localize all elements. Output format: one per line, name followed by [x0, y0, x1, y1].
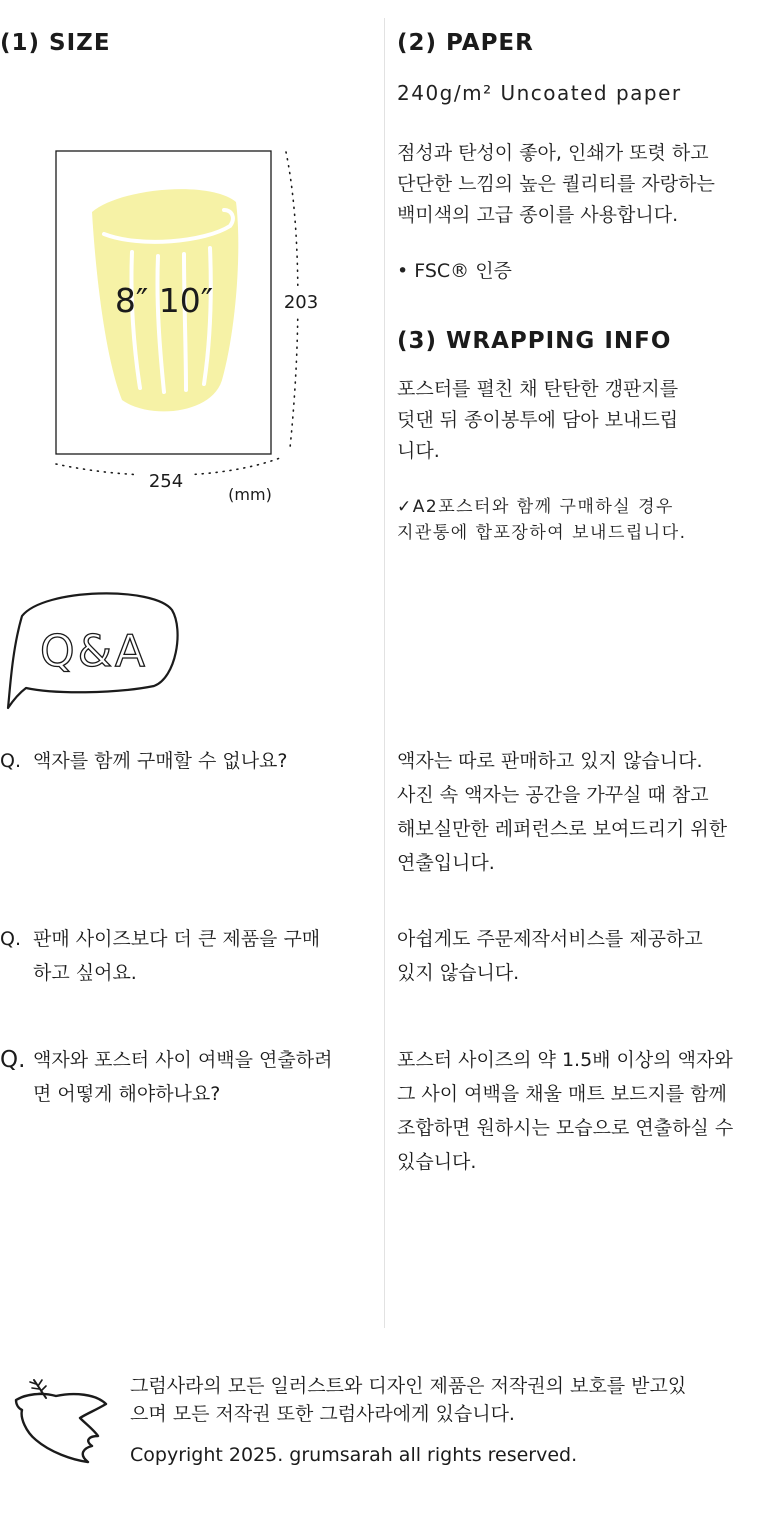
- answer-line: 있습니다.: [397, 1151, 477, 1173]
- column-divider: [384, 18, 385, 1328]
- answer-line: 조합하면 원하시는 모습으로 연출하실 수: [397, 1117, 734, 1139]
- answer-line: 아쉽게도 주문제작서비스를 제공하고: [397, 928, 703, 950]
- answer-line: 포스터 사이즈의 약 1.5배 이상의 액자와: [397, 1049, 733, 1071]
- wrapping-note-line: ✓A2포스터와 함께 구매하실 경우: [397, 497, 674, 517]
- wrapping-note: [397, 494, 687, 546]
- qa-badge-text: Q&A: [39, 626, 149, 677]
- qa-answer: [397, 744, 772, 880]
- wrapping-description-line: 니다.: [397, 440, 440, 462]
- answer-line: 그 사이 여백을 채울 매트 보드지를 함께: [397, 1083, 727, 1105]
- size-diagram: [0, 130, 330, 510]
- size-heading: (1) SIZE: [0, 30, 111, 56]
- bird-logo-icon: [12, 1370, 112, 1470]
- frame-size-label: 8″ 10″: [114, 281, 214, 320]
- wrapping-heading: (3) WRAPPING INFO: [397, 328, 672, 354]
- paper-description-line: 점성과 탄성이 좋아, 인쇄가 또렷 하고: [397, 142, 709, 164]
- question-line: 액자와 포스터 사이 여백을 연출하려: [33, 1049, 333, 1071]
- paper-spec: 240g/m² Uncoated paper: [397, 81, 682, 105]
- copyright-notice: [130, 1372, 686, 1428]
- q-mark: Q.: [0, 750, 21, 772]
- q-mark: Q.: [0, 1047, 26, 1073]
- question-line: 면 어떻게 해야하나요?: [33, 1083, 221, 1105]
- unit-label: (mm): [228, 485, 272, 504]
- answer-line: 액자는 따로 판매하고 있지 않습니다.: [397, 750, 703, 772]
- qa-answer: [397, 1043, 772, 1179]
- qa-answer: [397, 922, 772, 990]
- copyright-notice-line: 으며 모든 저작권 또한 그럼사라에게 있습니다.: [130, 1403, 515, 1425]
- question-line: 하고 싶어요.: [33, 962, 137, 984]
- fsc-certification: • FSC® 인증: [397, 260, 512, 282]
- wrapping-description-line: 포스터를 펼친 채 탄탄한 갱판지를: [397, 378, 679, 400]
- copyright-notice-line: 그럼사라의 모든 일러스트와 디자인 제품은 저작권의 보호를 받고있: [130, 1375, 687, 1397]
- answer-line: 해보실만한 레퍼런스로 보여드리기 위한: [397, 818, 728, 840]
- wrapping-note-line: 지관통에 합포장하여 보내드립니다.: [397, 523, 687, 543]
- paper-heading: (2) PAPER: [397, 30, 534, 56]
- copyright-line: Copyright 2025. grumsarah all rights reserved.: [130, 1444, 578, 1466]
- paper-description-line: 백미색의 고급 종이를 사용합니다.: [397, 204, 679, 226]
- qa-question: [0, 922, 375, 990]
- question-line: 액자를 함께 구매할 수 없나요?: [33, 750, 288, 772]
- answer-line: 있지 않습니다.: [397, 962, 520, 984]
- qa-speech-bubble: [4, 590, 184, 710]
- qa-question: [0, 1043, 375, 1111]
- question-line: 판매 사이즈보다 더 큰 제품을 구매: [33, 928, 321, 950]
- wrapping-description: [397, 374, 678, 467]
- paper-description: [397, 138, 715, 231]
- width-value: 254: [148, 471, 184, 492]
- wrapping-description-line: 덧댄 뒤 종이봉투에 담아 보내드립: [397, 409, 679, 431]
- qa-question: [0, 744, 375, 778]
- q-mark: Q.: [0, 928, 21, 950]
- answer-line: 연출입니다.: [397, 852, 495, 874]
- answer-line: 사진 속 액자는 공간을 가꾸실 때 참고: [397, 784, 709, 806]
- paper-description-line: 단단한 느낌의 높은 퀄리티를 자랑하는: [397, 173, 715, 195]
- height-value: 203: [283, 292, 319, 313]
